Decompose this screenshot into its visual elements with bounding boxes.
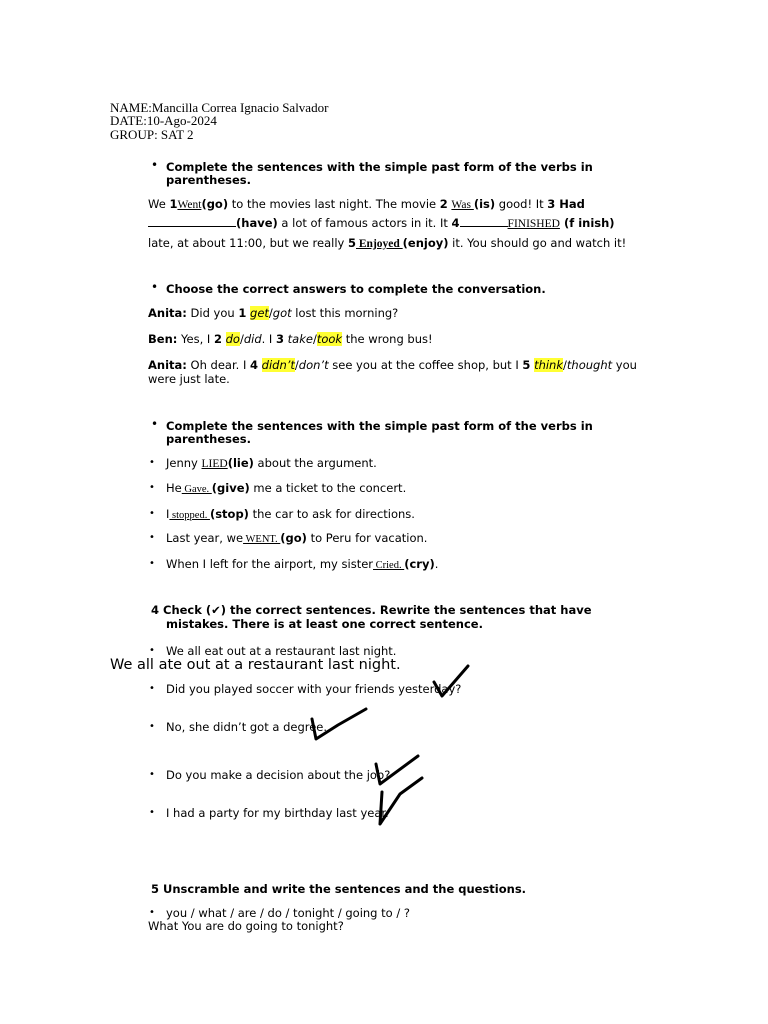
speaker: Anita: (148, 306, 187, 320)
slash: / (563, 358, 567, 372)
text: Last year, we (166, 531, 244, 545)
selected-option: didn’t (261, 358, 295, 372)
option: take (287, 332, 313, 346)
answer: LIED (201, 458, 228, 470)
slash: / (294, 358, 299, 372)
conversation-ben (148, 332, 433, 346)
conversation-anita-1 (148, 306, 398, 320)
bullet-icon: • (149, 807, 155, 818)
text: to the movies last night. The movie (228, 197, 440, 211)
conversation-anita-2-cont: were just late. (148, 372, 230, 386)
text: late, at about 11:00, but we really (148, 236, 348, 250)
handwritten-check-icon (308, 705, 370, 745)
section5-instruction: 5 Unscramble and write the sentences and the questions. (151, 882, 527, 896)
option: thought (566, 358, 613, 372)
text: Jenny (166, 456, 202, 470)
bullet-icon: • (149, 558, 155, 569)
conversation-anita-2 (148, 358, 637, 372)
num: 3 (275, 332, 284, 346)
answer-was: Was (451, 199, 474, 211)
text: lost this morning? (291, 306, 399, 320)
section3-item-3 (166, 507, 415, 521)
text: Oh dear. I (186, 358, 250, 372)
verb: (stop) (209, 507, 249, 521)
bullet-icon: • (151, 417, 159, 431)
bullet-icon: • (149, 532, 155, 543)
handwritten-check-icon (374, 774, 426, 830)
text: . I (261, 332, 276, 346)
section4-item-5: I had a party for my birthday last year. (166, 806, 389, 820)
selected-option: get (250, 306, 269, 320)
verb: (give) (211, 481, 250, 495)
answer-had: Had (555, 197, 585, 211)
bullet-icon: • (149, 721, 155, 732)
text: the car to ask for directions. (248, 507, 415, 521)
verb: (cry) (404, 557, 435, 571)
option: got (272, 306, 292, 320)
bullet-icon: • (149, 482, 155, 493)
num: 4 (250, 358, 259, 372)
text: see you at the coffee shop, but I (328, 358, 523, 372)
text: good! It (495, 197, 548, 211)
text: a lot of famous actors in it. It (277, 216, 452, 230)
section4-instruction-cont: mistakes. There is at least one correct sentence. (166, 617, 483, 631)
handwritten-check-icon (430, 660, 475, 700)
bullet-icon: • (149, 769, 155, 780)
section2-instruction: Choose the correct answers to complete the conversation. (166, 282, 546, 296)
answer: stopped. (169, 510, 210, 521)
answer: Cried. (373, 560, 405, 571)
option: did (243, 332, 262, 346)
student-group: GROUP: SAT 2 (110, 127, 194, 142)
blank-line (148, 216, 236, 227)
bullet-icon: • (151, 280, 159, 294)
num: 2 (213, 332, 222, 346)
verb: (is) (473, 197, 496, 211)
answer: WENT. (243, 534, 281, 545)
section1-line2 (148, 216, 615, 230)
num: 4 (451, 216, 460, 230)
text: me a ticket to the concert. (249, 481, 407, 495)
rewrite-answer-1: We all ate out at a restaurant last night. (110, 657, 401, 673)
section4-item-2: Did you played soccer with your friends yesterday? (166, 682, 462, 696)
num: 3 (547, 197, 556, 211)
text: the wrong bus! (342, 332, 433, 346)
option: don’t (298, 358, 329, 372)
answer-went: Went (177, 199, 202, 211)
selected-option: took (316, 332, 343, 346)
text: He (166, 481, 182, 495)
section3-instruction-cont: parentheses. (166, 432, 251, 446)
blank-line (460, 216, 508, 227)
slash: / (268, 306, 273, 320)
text: When I left for the airport, my sister (166, 557, 374, 571)
section1-line1 (148, 197, 585, 211)
section1-instruction-cont: parentheses. (166, 173, 251, 187)
verb: (have) (236, 216, 278, 230)
selected-option: do (225, 332, 240, 346)
text: I (166, 507, 170, 521)
section4-item-4: Do you make a decision about the job? (166, 768, 391, 782)
num: 1 (169, 197, 178, 211)
bullet-icon: • (149, 683, 155, 694)
section5-answer-1: What You are do going to tonight? (148, 919, 344, 933)
section4-item-3: No, she didn’t got a degree. (166, 720, 328, 734)
verb: (enjoy) (402, 236, 449, 250)
text: We (148, 197, 170, 211)
bullet-icon: • (149, 645, 155, 656)
selected-option: think (534, 358, 564, 372)
section3-item-2 (166, 481, 406, 495)
student-name: NAME:Mancilla Correa Ignacio Salvador (110, 100, 329, 115)
slash: / (239, 332, 244, 346)
section3-item-1 (166, 456, 377, 470)
speaker: Ben: (148, 332, 178, 346)
section1-instruction: Complete the sentences with the simple past form of the verbs in (166, 160, 593, 174)
answer: Gave. (181, 484, 212, 495)
section3-item-4 (166, 531, 427, 545)
section1-line3 (148, 236, 626, 250)
section3-item-5 (166, 557, 438, 571)
num: 1 (238, 306, 247, 320)
text: you (612, 358, 637, 372)
text: Did you (186, 306, 239, 320)
num: 2 (439, 197, 448, 211)
bullet-icon: • (149, 508, 155, 519)
speaker: Anita: (148, 358, 187, 372)
section3-instruction: Complete the sentences with the simple past form of the verbs in (166, 419, 593, 433)
text: to Peru for vacation. (306, 531, 428, 545)
bullet-icon: • (151, 158, 159, 172)
student-date: DATE:10-Ago-2024 (110, 113, 217, 128)
num: 5 (522, 358, 531, 372)
bullet-icon: • (149, 457, 155, 468)
section4-instruction: 4 Check (✔) the correct sentences. Rewrite the sentences that have (151, 603, 592, 617)
text: about the argument. (253, 456, 377, 470)
text: it. You should go and watch it! (448, 236, 627, 250)
section5-item-1: you / what / are / do / tonight / going to / ? (166, 906, 410, 920)
num: 5 (347, 236, 356, 250)
slash: / (312, 332, 317, 346)
verb: (go) (280, 531, 307, 545)
answer-finished: FINISHED (507, 218, 560, 230)
answer-enjoyed: Enjoyed (356, 238, 403, 250)
section4-item-1: We all eat out at a restaurant last night. (166, 644, 397, 658)
bullet-icon: • (149, 907, 155, 918)
text: Yes, I (177, 332, 214, 346)
verb: (lie) (227, 456, 254, 470)
verb: (go) (201, 197, 229, 211)
verb: (f inish) (559, 216, 615, 230)
text: . (434, 557, 439, 571)
